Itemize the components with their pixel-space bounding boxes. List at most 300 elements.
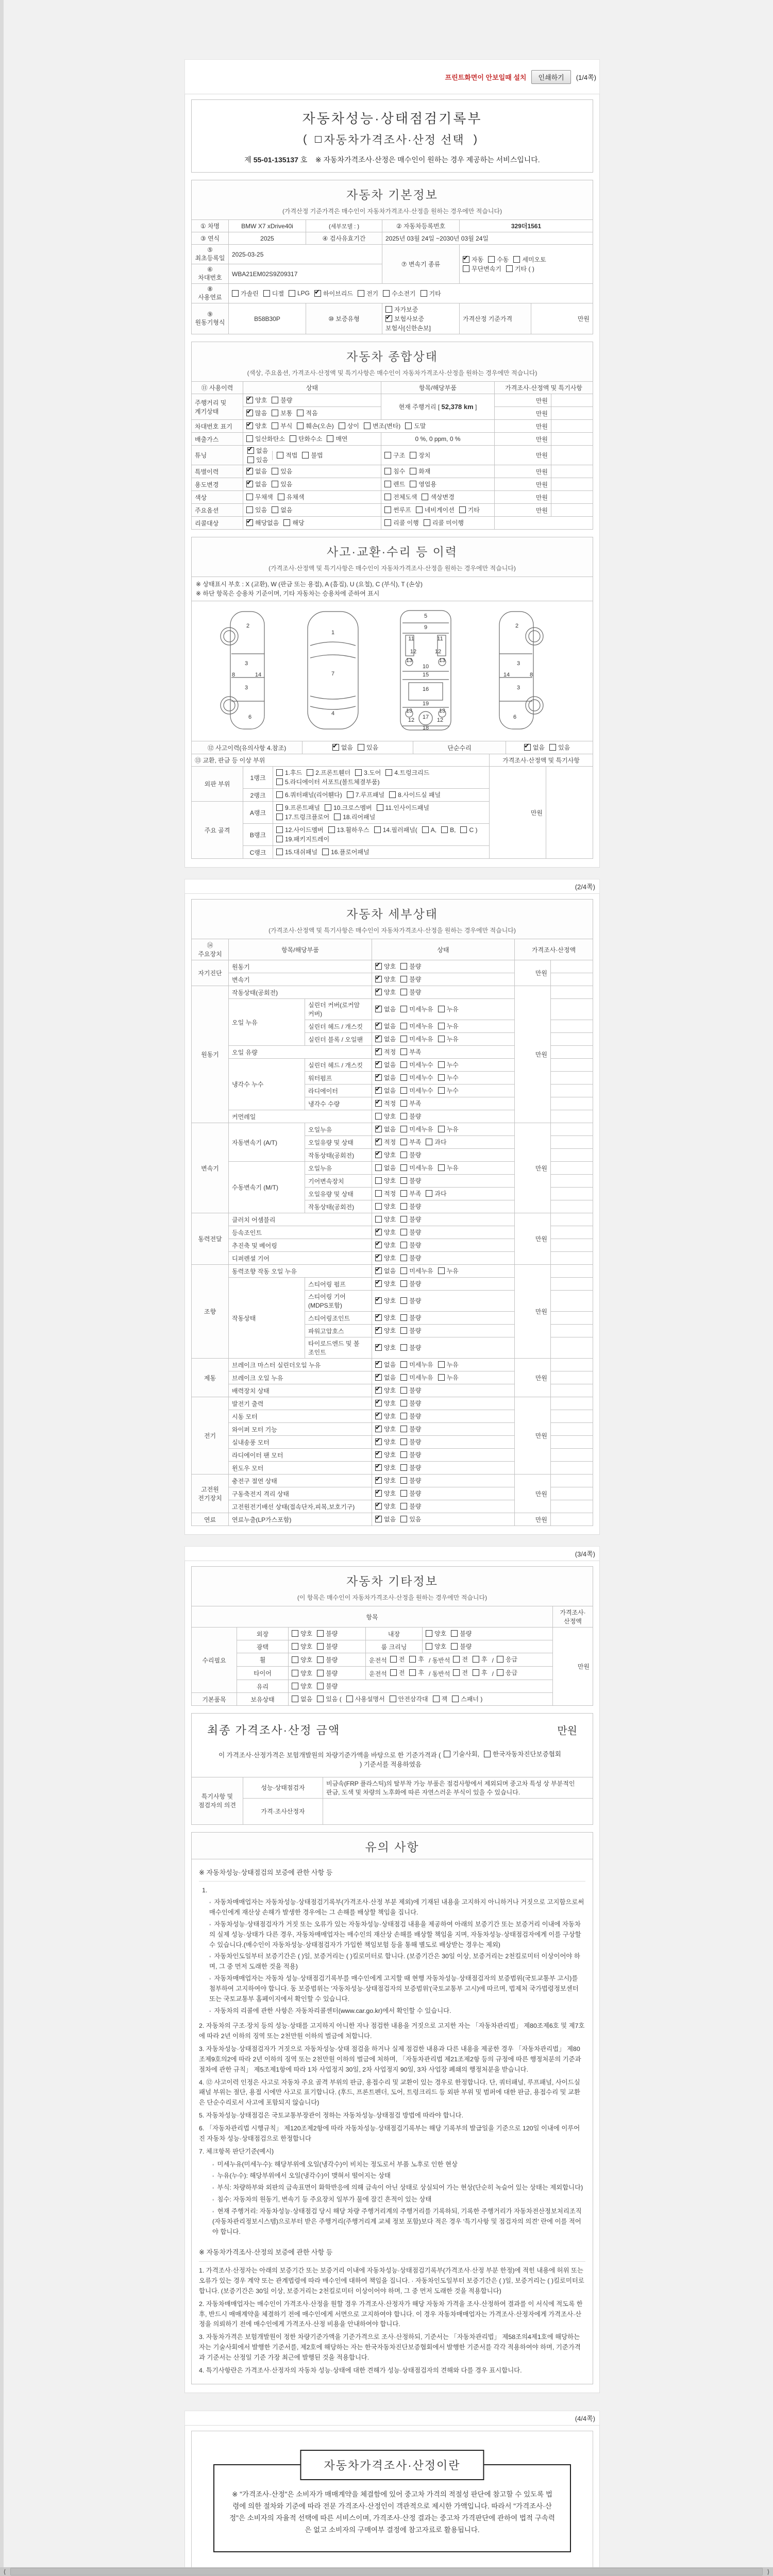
checkbox[interactable] <box>424 519 430 526</box>
checkbox[interactable] <box>438 1087 445 1094</box>
checkbox[interactable] <box>400 1451 407 1458</box>
checkbox[interactable] <box>451 1630 458 1637</box>
checkbox[interactable] <box>276 791 283 798</box>
checkbox[interactable] <box>410 468 416 474</box>
accident-notes <box>191 577 593 601</box>
accident-section-head <box>191 537 593 577</box>
checkbox[interactable] <box>375 1036 382 1042</box>
checkbox[interactable] <box>272 468 278 474</box>
notice-section-head <box>191 1832 593 1859</box>
checkbox[interactable] <box>400 1100 407 1107</box>
checkbox[interactable] <box>422 494 428 500</box>
checkbox[interactable] <box>400 1139 407 1145</box>
checkbox[interactable] <box>314 290 321 297</box>
checkbox[interactable] <box>375 1100 382 1107</box>
checkbox[interactable] <box>246 494 253 500</box>
basic-fuel-options: 가솔린 디젤 LPG ✔ 하이브리드 전기 수소전기 기타 <box>229 284 593 303</box>
checkbox[interactable] <box>375 1477 382 1484</box>
etc-glass-options: 양호 불량 <box>289 1680 553 1693</box>
checkbox[interactable] <box>375 1164 382 1171</box>
checkbox[interactable] <box>276 814 283 820</box>
checkbox[interactable] <box>463 265 469 272</box>
checkbox[interactable] <box>317 1670 324 1676</box>
scroll-right-arrow[interactable]: ⟩ <box>767 2568 770 2575</box>
checkbox[interactable] <box>400 1048 407 1055</box>
checkbox[interactable] <box>322 849 329 855</box>
checkbox[interactable] <box>375 1344 382 1351</box>
checkbox[interactable] <box>297 410 304 416</box>
checkbox[interactable] <box>307 769 313 776</box>
checkbox[interactable] <box>409 1669 416 1676</box>
checkbox[interactable] <box>400 1297 407 1304</box>
checkbox[interactable] <box>400 1036 407 1042</box>
page-indicator-1: (1/4쪽) <box>576 73 596 81</box>
checkbox[interactable] <box>400 1229 407 1235</box>
checkbox[interactable] <box>375 1074 382 1081</box>
checkbox[interactable] <box>451 1643 458 1650</box>
checkbox[interactable] <box>433 1696 440 1702</box>
detail-row: 오일유량 및 상태 ✔ 적정 부족 과다 <box>192 1136 593 1149</box>
checkbox[interactable] <box>292 1696 298 1702</box>
checkbox[interactable] <box>384 468 391 474</box>
svg-text:11: 11 <box>437 636 443 642</box>
svg-text:6: 6 <box>248 714 252 720</box>
svg-text:13: 13 <box>406 657 413 664</box>
checkbox[interactable] <box>506 265 513 272</box>
doc-title-block <box>191 99 593 173</box>
checkbox[interactable] <box>246 506 253 513</box>
checkbox[interactable] <box>346 1696 353 1702</box>
checkbox[interactable] <box>276 826 283 833</box>
checkbox[interactable] <box>315 136 322 143</box>
checkbox[interactable] <box>375 1023 382 1029</box>
checkbox[interactable] <box>317 1643 324 1650</box>
option-exist-options: 있음 없음 <box>243 504 381 517</box>
etc-table <box>191 1606 593 1706</box>
checkbox[interactable] <box>246 397 253 403</box>
checkbox[interactable] <box>389 791 396 798</box>
checkbox[interactable] <box>422 826 429 833</box>
checkbox[interactable] <box>426 1630 432 1637</box>
checkbox[interactable] <box>377 804 383 811</box>
checkbox[interactable] <box>549 744 556 751</box>
checkbox[interactable] <box>438 1036 445 1042</box>
checkbox[interactable] <box>283 519 290 526</box>
checkbox[interactable] <box>375 1374 382 1381</box>
usage-change-label: 용도변경 <box>192 478 243 491</box>
checkbox[interactable] <box>400 989 407 995</box>
checkbox[interactable] <box>375 1229 382 1235</box>
etc-header-item: 항목 <box>192 1606 553 1628</box>
checkbox[interactable] <box>410 481 416 487</box>
checkbox[interactable] <box>400 1503 407 1510</box>
checkbox[interactable] <box>232 290 239 297</box>
checkbox[interactable] <box>400 1190 407 1197</box>
basic-year-label: ③ 연식 <box>192 232 229 245</box>
checkbox[interactable] <box>438 1267 445 1274</box>
checkbox[interactable] <box>438 1374 445 1381</box>
checkbox[interactable] <box>375 1126 382 1132</box>
checkbox[interactable] <box>426 1643 432 1650</box>
checkbox[interactable] <box>385 306 392 313</box>
checkbox[interactable] <box>375 1216 382 1223</box>
simple-repair-options: ✔ 없음 있음 <box>506 741 593 754</box>
checkbox[interactable] <box>400 1177 407 1184</box>
page-indicator-4: (4/4쪽) <box>184 2411 600 2425</box>
checkbox[interactable] <box>246 422 253 429</box>
checkbox[interactable] <box>276 778 283 785</box>
notice-item-1: 1. ◦ 자동차매매업자는 자동차성능·상태점검기록부(가격조사·산정 부분 제외)에 기재된 내용을 고지하지 아니하거나 거짓으로 고지함으로써 매수인에게 재산상 손해가 발생한 경우에는 그 손해를 배상할 책임을 집니다. ◦ 자동차성능·상태점검자가 거짓 또는 오류가 있는 자동차성능·상태점검 내용을 제공하여 아래의 보증기간 또는 보증거리 이내에 자동차의 실제 성능·상태가 다른 경우, 자동차매매업자는 매수인의 재산상 손해를 배상할 책임을 지며, 자동차성능·상태점검자에게 이를 구상할 수 있습니다.(매수인이 자동차성능·상태점검자가 가입한 책임보험 등을 통해 별도로 배상받는 경우는 제외) ◦ 자동차인도일부터 보증기간은 ( )일, 보증거리는 ( )킬로미터로 합니다. (보증기간은 30일 이상, 보증거리는 2천킬로미터 이상이어야 하며, 그 중 먼저 도래한 것을 적용) ◦ 자동차매매업자는 자동차 성능·상태점검기록부를 매수인에게 고지할 때 현행 자동차성능·상태점검자의 보증범위(국토교통부 고시)를 첨부하여 고지하여야 합니다. 동 보증범위는 '자동차성능·상태점검자의 보증범위'(국토교통부 고시)에 따르며, 법제처 국가법령정보센터 또는 국토교통부 홈페이지에서 확인할 수 있습니다. ◦ 자동차의 리콜에 관한 사항은 자동차리콜센터(www.car.go.kr)에서 확인할 수 있습니다. <box>202 1886 585 2016</box>
checkbox[interactable] <box>390 1669 397 1676</box>
checkbox[interactable] <box>276 849 283 855</box>
mileage-row-1 <box>192 394 593 407</box>
checkbox[interactable] <box>426 1190 432 1197</box>
notice-bullet: ◦ 자동차매매업자는 자동차 성능·상태점검기록부를 매수인에게 고지할 때 현행 자동차성능·상태점검자의 보증범위(국토교통부 고시)를 첨부하여 고지하여야 합니다. 동 보증범위는 '자동차성능·상태점검자의 보증범위'(국토교통부 고시)에 따르며, 법제처 국가법령정보센터 또는 국토교통부 홈페이지에서 확인할 수 있습니다. <box>209 1974 585 2005</box>
etc-header-price: 가격조사·산정액 <box>553 1606 593 1628</box>
checkbox[interactable] <box>400 1216 407 1223</box>
checkbox[interactable] <box>463 256 469 263</box>
checkbox[interactable] <box>278 494 284 500</box>
page-indicator-2: (2/4쪽) <box>184 879 600 893</box>
detail-row: 실린더 헤드 / 개스킷 ✔ 없음 미세누유 누유 <box>192 1020 593 1033</box>
horizontal-scrollbar[interactable] <box>0 2567 773 2576</box>
checkbox[interactable] <box>277 452 283 459</box>
notice-bullet: ◦ 부식: 차량하부와 외판의 금속표면이 화학반응에 의해 금속이 아닌 상태로 상실되어 가는 현상(단순히 녹슬어 있는 상태는 제외합니다) <box>212 2183 585 2193</box>
accident-note-2: ※ 하단 항목은 승용차 기준이며, 기타 자동차는 승용차에 준하여 표시 <box>196 590 380 597</box>
checkbox[interactable] <box>444 1751 450 1757</box>
tuning-label: 튜닝 <box>192 446 243 465</box>
scrollbar-thumb[interactable] <box>10 2568 763 2575</box>
etc-section-head <box>191 1566 593 1606</box>
checkbox[interactable] <box>263 290 270 297</box>
checkbox[interactable] <box>400 1023 407 1029</box>
checkbox[interactable] <box>375 1516 382 1522</box>
checkbox[interactable] <box>246 519 253 526</box>
emission-value: 0 %, 0 ppm, 0 % <box>381 433 495 446</box>
checkbox[interactable] <box>460 826 467 833</box>
checkbox[interactable] <box>375 1490 382 1497</box>
checkbox[interactable] <box>405 422 412 429</box>
etc-hold-options: 없음 있음 ( 사용설명서 안전삼각대 잭 스패너 ) <box>289 1693 553 1706</box>
checkbox[interactable] <box>383 290 390 297</box>
checkbox[interactable] <box>375 1203 382 1210</box>
checkbox[interactable] <box>375 989 382 995</box>
checkbox[interactable] <box>375 1113 382 1120</box>
checkbox[interactable] <box>441 826 448 833</box>
checkbox[interactable] <box>328 826 335 833</box>
checkbox[interactable] <box>384 481 391 487</box>
checkbox[interactable] <box>385 769 392 776</box>
checkbox[interactable] <box>452 1696 459 1702</box>
checkbox[interactable] <box>400 963 407 970</box>
exchange-label: ⑬ 교환, 판금 등 이상 부위 <box>192 754 490 767</box>
basic-price-label: 가격산정 기준가격 <box>460 303 531 334</box>
checkbox[interactable] <box>438 1006 445 1012</box>
etc-glass-label: 유리 <box>237 1680 289 1693</box>
checkbox[interactable] <box>453 1656 460 1663</box>
checkbox[interactable] <box>246 468 253 474</box>
checkbox[interactable] <box>385 315 392 322</box>
print-button[interactable]: 인쇄하기 <box>531 70 570 84</box>
checkbox[interactable] <box>400 1327 407 1334</box>
detail-row: 커먼레일 양호 불량 <box>192 1110 593 1123</box>
special-history-row <box>192 465 593 478</box>
checkbox[interactable] <box>438 1061 445 1068</box>
notice-title: 유의 사항 <box>365 1840 419 1854</box>
checkbox[interactable] <box>409 1656 416 1663</box>
checkbox[interactable] <box>375 1464 382 1471</box>
checkbox[interactable] <box>400 1361 407 1368</box>
checkbox[interactable] <box>400 1314 407 1321</box>
checkbox[interactable] <box>292 1630 298 1637</box>
print-install-hint: 프린트화면이 안보일때 설치 <box>445 73 527 81</box>
checkbox[interactable] <box>400 1490 407 1497</box>
mileage-unit-1: 만원 <box>495 394 551 407</box>
checkbox[interactable] <box>375 1242 382 1248</box>
checkbox[interactable] <box>400 1413 407 1419</box>
checkbox[interactable] <box>375 1327 382 1334</box>
checkbox[interactable] <box>375 1361 382 1368</box>
checkbox[interactable] <box>292 1670 298 1676</box>
checkbox[interactable] <box>400 1061 407 1068</box>
checkbox[interactable] <box>488 256 495 263</box>
checkbox[interactable] <box>513 256 520 263</box>
etc-subtitle: (이 항목은 매수인이 자동차가격조사·산정을 원하는 경우에만 적습니다) <box>297 1594 488 1601</box>
checkbox[interactable] <box>375 963 382 970</box>
checkbox[interactable] <box>347 791 354 798</box>
checkbox[interactable] <box>289 290 295 297</box>
checkbox[interactable] <box>272 506 278 513</box>
checkbox[interactable] <box>374 826 381 833</box>
checkbox[interactable] <box>355 769 362 776</box>
checkbox[interactable] <box>247 447 254 454</box>
checkbox[interactable] <box>438 1126 445 1132</box>
checkbox[interactable] <box>473 1656 479 1663</box>
checkbox[interactable] <box>375 1061 382 1068</box>
etc-wheel-detail: 운전석 전 후 / 동반석 전 후 / 응급 <box>366 1653 553 1667</box>
svg-text:13: 13 <box>406 708 413 714</box>
option-type-options: 썬루프 네비게이션 기타 <box>381 504 495 517</box>
checkbox[interactable] <box>410 452 416 459</box>
checkbox[interactable] <box>325 804 331 811</box>
checkbox[interactable] <box>302 452 309 459</box>
checkbox[interactable] <box>375 1048 382 1055</box>
detail-row: 스티어링 기어(MDPS포함) ✔ 양호 불량 <box>192 1291 593 1312</box>
svg-text:7: 7 <box>331 671 335 677</box>
checkbox[interactable] <box>384 452 391 459</box>
checkbox[interactable] <box>400 1438 407 1445</box>
accident-history-options: ✔ 없음 있음 <box>303 741 413 754</box>
checkbox[interactable] <box>292 1643 298 1650</box>
checkbox[interactable] <box>297 422 304 429</box>
checkbox[interactable] <box>400 1400 407 1406</box>
car-diagram-svg <box>196 604 588 736</box>
detail-row: 냉각수 수량 ✔ 적정 부족 <box>192 1097 593 1110</box>
checkbox[interactable] <box>375 1139 382 1145</box>
checkbox[interactable] <box>317 1696 324 1702</box>
checkbox[interactable] <box>426 1139 432 1145</box>
tuning-legal-options: 적법 불법 <box>272 451 331 460</box>
checkbox[interactable] <box>400 1006 407 1012</box>
checkbox[interactable] <box>438 1023 445 1029</box>
accident-note-1: ※ 상태표시 부호 : X (교환), W (판금 또는 용접), A (흠집), U (요철), C (부식), T (손상) <box>196 581 423 588</box>
checkbox[interactable] <box>438 1074 445 1081</box>
checkbox[interactable] <box>497 1669 503 1676</box>
checkbox[interactable] <box>400 976 407 982</box>
checkbox[interactable] <box>375 1151 382 1158</box>
checkbox[interactable] <box>384 506 391 513</box>
checkbox[interactable] <box>400 1387 407 1394</box>
exchange-rank-row: 외판 부위 1랭크 1.후드 2.프론트휀더 3.도어 4.트렁크리드 5.라디에이터 서포트(볼트체결부품) 만원 <box>192 767 593 789</box>
checkbox[interactable] <box>384 494 391 500</box>
checkbox[interactable] <box>334 814 341 820</box>
checkbox[interactable] <box>375 1006 382 1012</box>
checkbox[interactable] <box>375 1255 382 1261</box>
checkbox[interactable] <box>375 1177 382 1184</box>
checkbox[interactable] <box>400 1113 407 1120</box>
basic-first-reg-label: ⑤ 최초등록일 <box>192 245 229 264</box>
checkbox[interactable] <box>400 1203 407 1210</box>
checkbox[interactable] <box>400 1516 407 1522</box>
checkbox[interactable] <box>317 1656 324 1663</box>
checkbox[interactable] <box>375 1451 382 1458</box>
checkbox[interactable] <box>272 422 278 429</box>
checkbox[interactable] <box>292 1656 298 1663</box>
checkbox[interactable] <box>375 976 382 982</box>
color-change-options: 전체도색 색상변경 <box>381 491 495 504</box>
checkbox[interactable] <box>400 1344 407 1351</box>
notice-part2-title: ※ 자동차가격조사·산정의 보증에 관한 사항 등 <box>199 2244 585 2262</box>
checkbox[interactable] <box>375 1503 382 1510</box>
exchange-price-header: 가격조사·산정액 및 특기사항 <box>490 754 593 767</box>
checkbox[interactable] <box>375 1297 382 1304</box>
checkbox[interactable] <box>339 422 345 429</box>
checkbox[interactable] <box>272 410 278 416</box>
svg-text:12: 12 <box>434 649 442 655</box>
checkbox[interactable] <box>400 1087 407 1094</box>
checkbox[interactable] <box>438 1164 445 1171</box>
checkbox[interactable] <box>375 1413 382 1419</box>
detail-row: 워터펌프 ✔ 없음 미세누수 누수 <box>192 1072 593 1084</box>
checkbox[interactable] <box>358 744 364 751</box>
checkbox[interactable] <box>400 1477 407 1484</box>
exchange-rank-row: C랭크 15.대쉬패널 16.플로어패널 <box>192 846 593 859</box>
checkbox[interactable] <box>375 1267 382 1274</box>
color-row <box>192 491 593 504</box>
checkbox[interactable] <box>453 1669 460 1676</box>
checkbox[interactable] <box>375 1387 382 1394</box>
mileage-value: 52,378 km <box>441 403 474 411</box>
checkbox[interactable] <box>358 290 364 297</box>
checkbox[interactable] <box>416 506 423 513</box>
basic-trans-label: ⑦ 변속기 종류 <box>382 245 460 284</box>
checkbox[interactable] <box>524 744 531 751</box>
checkbox[interactable] <box>317 1683 324 1689</box>
checkbox[interactable] <box>400 1464 407 1471</box>
final-price-label: 최종 가격조사·산정 금액 <box>207 1724 341 1737</box>
checkbox[interactable] <box>332 744 339 751</box>
checkbox[interactable] <box>400 1374 407 1381</box>
checkbox[interactable] <box>375 1400 382 1406</box>
scroll-left-arrow[interactable]: ⟨ <box>3 2568 6 2575</box>
checkbox[interactable] <box>247 456 254 463</box>
detail-row: 기어변속장치 양호 불량 <box>192 1175 593 1188</box>
etc-polish-label: 광택 <box>237 1640 289 1653</box>
detail-row: 오일 누유 실린더 커버(로커암 커버) ✔ 없음 미세누유 누유 <box>192 999 593 1020</box>
checkbox[interactable] <box>400 1280 407 1287</box>
checkbox[interactable] <box>276 804 283 811</box>
detail-title: 자동차 세부상태 <box>346 907 438 921</box>
checkbox[interactable] <box>292 1683 298 1689</box>
checkbox[interactable] <box>317 1630 324 1637</box>
checkbox[interactable] <box>375 1438 382 1445</box>
checkbox[interactable] <box>246 481 253 487</box>
checkbox[interactable] <box>272 481 278 487</box>
basic-reg-no: 329더1561 <box>460 220 593 232</box>
detail-row: 변속기 자동변속기 (A/T) 오일누유 ✔ 없음 미세누유 누유 만원 <box>192 1123 593 1136</box>
etc-polish-options: 양호 불량 <box>289 1640 366 1653</box>
svg-text:6: 6 <box>513 714 517 720</box>
opinion-inspector-text: 비금속(FRP 플라스틱)의 탈부착 가능 부품은 점검사항에서 제외되며 중고차 특성 상 부분적인 판금, 도색 및 차량의 노후화에 따른 자연스러운 부식이 있을 수 있습니다. <box>323 1777 593 1798</box>
checkbox[interactable] <box>484 1751 491 1757</box>
detail-row: 시동 모터 ✔ 양호 불량 <box>192 1410 593 1423</box>
checkbox[interactable] <box>272 397 278 403</box>
checkbox[interactable] <box>276 769 283 776</box>
etc-tire-options: 양호 불량 <box>289 1667 366 1680</box>
checkbox[interactable] <box>246 435 253 442</box>
checkbox[interactable] <box>400 1242 407 1248</box>
checkbox[interactable] <box>375 1314 382 1321</box>
checkbox[interactable] <box>375 1426 382 1432</box>
checkbox[interactable] <box>246 410 253 416</box>
checkbox[interactable] <box>473 1669 479 1676</box>
car-diagram <box>191 601 593 741</box>
checkbox[interactable] <box>375 1190 382 1197</box>
notice-item: 6. 「자동차관리법 시행규칙」 제120조제2항에 따라 자동차성능·상태점검기록부는 해당 기록부의 발급일을 기준으로 120일 이내에 이루어진 자동차 성능·상태점검으로 한정합니다 <box>199 2125 580 2142</box>
checkbox[interactable] <box>400 1151 407 1158</box>
checkbox[interactable] <box>375 1280 382 1287</box>
checkbox[interactable] <box>438 1361 445 1368</box>
checkbox[interactable] <box>375 1087 382 1094</box>
emission-options: 일산화탄소 탄화수소 매연 <box>243 433 381 446</box>
checkbox[interactable] <box>400 1426 407 1432</box>
checkbox[interactable] <box>421 290 427 297</box>
checkbox[interactable] <box>400 1267 407 1274</box>
checkbox[interactable] <box>327 435 333 442</box>
notice-bullet: ◦ 현재 주행거리: 자동차성능·상태점검 당시 해당 차량 주행거리계의 주행거리를 기록하되, 기록한 주행거리가 자동차전산정보처리조직(자동차관리정보시스템)으로부터 받은 주행거리(주행거리계 교체 정보 포함)보다 적은 경우 '특기사항 및 점검자의 의견' 란에 이를 적어야 합니다. <box>212 2207 585 2238</box>
basic-valid: 2025년 03월 24일 ~2030년 03월 24일 <box>382 232 593 245</box>
checkbox[interactable] <box>400 1126 407 1132</box>
checkbox[interactable] <box>276 836 283 842</box>
checkbox[interactable] <box>400 1074 407 1081</box>
doc-subtitle: ( 자동차가격조사·산정 선택 ) <box>303 132 479 146</box>
checkbox[interactable] <box>364 422 371 429</box>
checkbox[interactable] <box>390 1696 396 1702</box>
notice-body <box>191 1859 593 2384</box>
checkbox[interactable] <box>400 1164 407 1171</box>
overall-table <box>191 381 593 530</box>
checkbox[interactable] <box>390 1656 397 1663</box>
emission-row <box>192 433 593 446</box>
checkbox[interactable] <box>384 519 391 526</box>
checkbox[interactable] <box>459 506 466 513</box>
mileage-label: 주행거리 및 계기상태 <box>192 394 243 420</box>
svg-text:10: 10 <box>422 664 429 670</box>
checkbox[interactable] <box>290 435 296 442</box>
checkbox[interactable] <box>497 1656 503 1663</box>
checkbox[interactable] <box>400 1255 407 1261</box>
detail-row: 오일유량 및 상태 적정 부족 과다 <box>192 1188 593 1200</box>
